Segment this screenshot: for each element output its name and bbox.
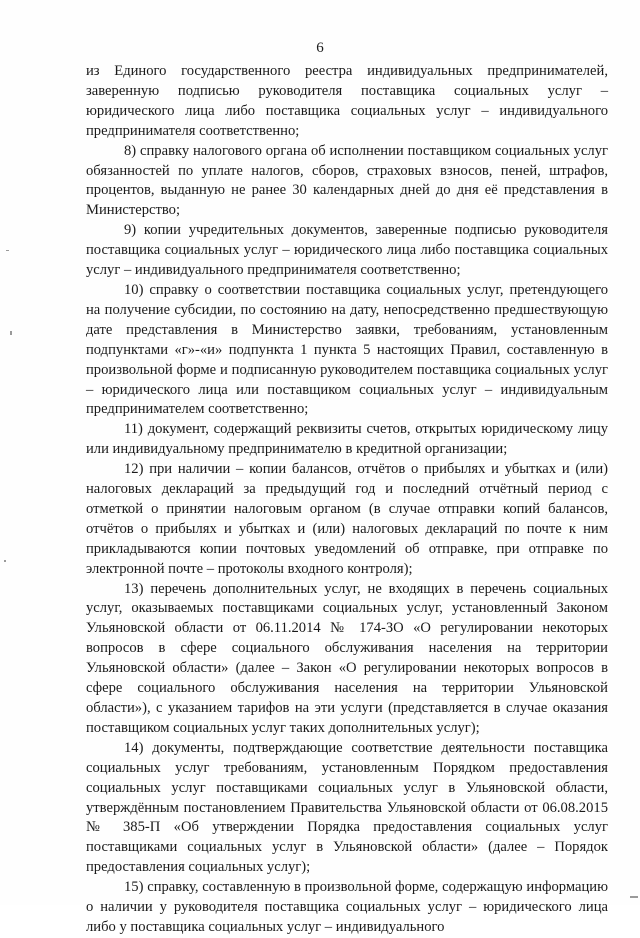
document-body bbox=[86, 62, 608, 938]
paragraph-item-9: 9) копии учредительных документов, заверенные подписью руководителя поставщика социальных услуг – юридического лица либо поставщика социальных услуг – индивидуального предпринимателя соответственно; bbox=[86, 222, 608, 279]
scan-artifact bbox=[6, 250, 9, 251]
paragraph-item-8: 8) справку налогового органа об исполнении поставщиком социальных услуг обязанностей по уплате налогов, сборов, страховых взносов, пеней, штрафов, процентов, выданную не ранее 30 календарных дней до дня её представления в Министерство; bbox=[86, 142, 608, 219]
scan-artifact bbox=[4, 560, 6, 562]
paragraph-7-continuation: из Единого государственного реестра индивидуальных предпринимателей, заверенную подписью руководителя поставщика социальных услуг – юридического лица либо поставщика социальных услуг – индивидуального предпринимателя соответственно; bbox=[86, 63, 608, 139]
page-number: 6 bbox=[316, 40, 324, 56]
paragraph-item-14: 14) документы, подтверждающие соответствие деятельности поставщика социальных услуг требованиям, установленным Порядком предоставления социальных услуг поставщиками социальных услуг в Ульяновской области, утверждённым постановлением Правительства Ульяновской области от 06.08.2015 № 385-П «Об утверждении Порядка предоставления социальных услуг поставщиками социальных услуг в Ульяновской области» (далее – Порядок предоставления социальных услуг); bbox=[86, 739, 608, 876]
paragraph-item-11: 11) документ, содержащий реквизиты счетов, открытых юридическому лицу или индивидуальному предпринимателю в кредитной организации; bbox=[86, 421, 608, 458]
paragraph-item-15: 15) справку, составленную в произвольной форме, содержащую информацию о наличии у руководителя поставщика социальных услуг – юридического лица либо у поставщика социальных услуг – индивидуального bbox=[86, 879, 608, 935]
paragraph-item-13: 13) перечень дополнительных услуг, не входящих в перечень социальных услуг, оказываемых поставщиками социальных услуг, установленный Законом Ульяновской области от 06.11.2014 № 174-ЗО «О регулировании некоторых вопросов в сфере социального обслуживания населения на территории Ульяновской области» (далее – Закон «О регулировании некоторых вопросов в сфере социального обслуживания населения на территории Ульяновской области»), с указанием тарифов на эти услуги (представляется в случае оказания поставщиком социальных услуг таких дополнительных услуг); bbox=[86, 580, 608, 736]
scan-artifact bbox=[10, 331, 12, 335]
paragraph-item-10: 10) справку о соответствии поставщика социальных услуг, претендующего на получение субсидии, по состоянию на дату, непосредственно предшествующую дате представления в Министерство заявки, требованиям, установленным подпунктами «г»-«и» подпункта 1 пункта 5 настоящих Правил, составленную в произвольной форме и подписанную руководителем поставщика социальных услуг – юридического лица или поставщиком социальных услуг – индивидуальным предпринимателем соответственно; bbox=[86, 281, 608, 418]
paragraph-item-12: 12) при наличии – копии балансов, отчётов о прибылях и убытках и (или) налоговых деклараций за предыдущий год и последний отчётный период с отметкой о принятии налоговым органом (в случае отправки копий балансов, отчётов о прибылях и убытках и (или) налоговых деклараций по почте к ним прикладываются копии почтовых уведомлений об отправке, при отправке по электронной почте – протоколы входного контроля); bbox=[86, 461, 608, 577]
scan-artifact bbox=[630, 896, 638, 898]
